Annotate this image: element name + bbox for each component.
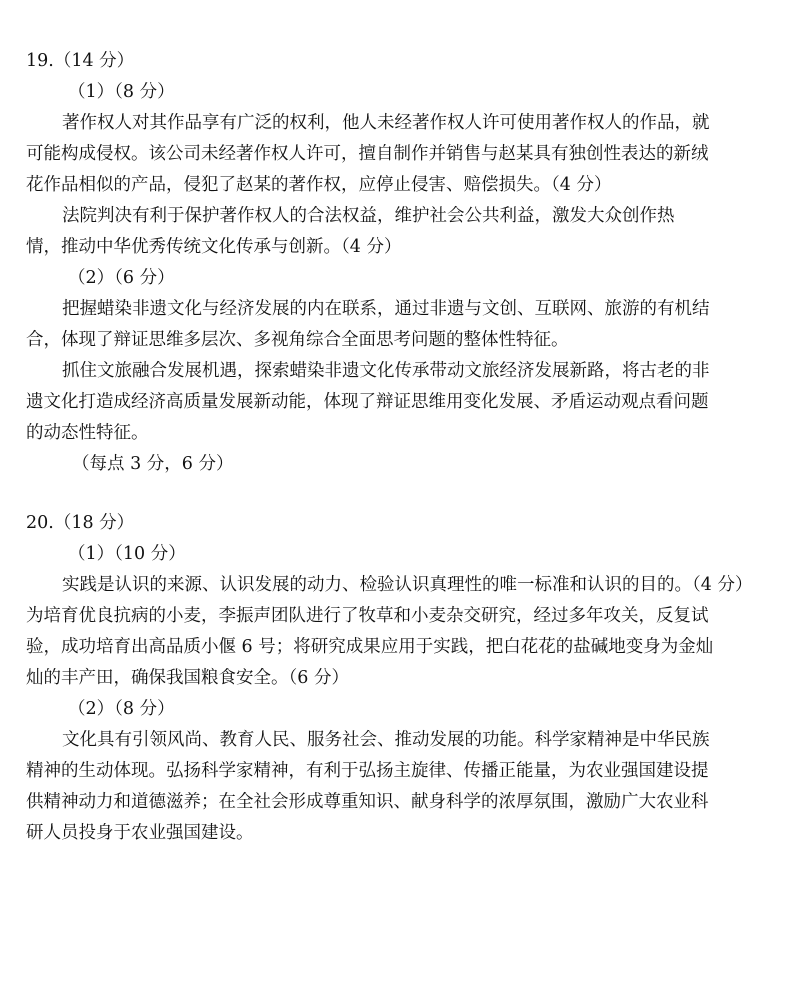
text-line: 法院判决有利于保护著作权人的合法权益，维护社会公共利益，激发大众创作热 — [62, 206, 675, 226]
section-spacer — [26, 480, 774, 508]
text-line: 的动态性特征。 — [26, 423, 149, 443]
question-19-title: 19.（14 分） — [26, 51, 135, 71]
text-line: 精神的生动体现。弘扬科学家精神，有利于弘扬主旋律、传播正能量，为农业强国建设提 — [26, 761, 709, 781]
text-line: 研人员投身于农业强国建设。 — [26, 823, 254, 843]
question-19-part-2-paragraph-1 — [26, 294, 774, 356]
text-line: 花作品相似的产品，侵犯了赵某的著作权，应停止侵害、赔偿损失。（4 分） — [26, 175, 612, 195]
text-line: 供精神动力和道德滋养；在全社会形成尊重知识、献身科学的浓厚氛围，激励广大农业科 — [26, 792, 709, 812]
text-line: 文化具有引领风尚、教育人民、服务社会、推动发展的功能。科学家精神是中华民族 — [62, 730, 710, 750]
question-19-part-1-paragraph-1 — [26, 108, 774, 201]
question-20-part-1-paragraph — [26, 570, 774, 694]
question-20-part-2-title: （2）（8 分） — [68, 699, 175, 719]
question-19-part-1-paragraph-2 — [26, 201, 774, 263]
question-19-scoring-note: （每点 3 分，6 分） — [72, 454, 234, 474]
text-line: 可能构成侵权。该公司未经著作权人许可，擅自制作并销售与赵某具有独创性表达的新绒 — [26, 144, 709, 164]
question-20-part-1-title: （1）（10 分） — [68, 544, 186, 564]
question-19-part-2-title: （2）（6 分） — [68, 268, 175, 288]
text-line: 遗文化打造成经济高质量发展新动能，体现了辩证思维用变化发展、矛盾运动观点看问题 — [26, 392, 709, 412]
text-line: 抓住文旅融合发展机遇，探索蜡染非遗文化传承带动文旅经济发展新路，将古老的非 — [62, 361, 710, 381]
text-line: 把握蜡染非遗文化与经济发展的内在联系，通过非遗与文创、互联网、旅游的有机结 — [62, 299, 710, 319]
question-20-part-2-paragraph — [26, 725, 774, 849]
text-line: 著作权人对其作品享有广泛的权利，他人未经著作权人许可使用著作权人的作品，就 — [62, 113, 710, 133]
question-19-part-1-title: （1）（8 分） — [68, 82, 175, 102]
question-19 — [26, 46, 774, 480]
question-20-title: 20.（18 分） — [26, 513, 135, 533]
text-line: 灿的丰产田，确保我国粮食安全。（6 分） — [26, 668, 349, 688]
text-line: 实践是认识的来源、认识发展的动力、检验认识真理性的唯一标准和认识的目的。（4 分） — [62, 575, 753, 595]
text-line: 合，体现了辩证思维多层次、多视角综合全面思考问题的整体性特征。 — [26, 330, 569, 350]
question-19-part-2-paragraph-2 — [26, 356, 774, 449]
text-line: 为培育优良抗病的小麦，李振声团队进行了牧草和小麦杂交研究，经过多年攻关，反复试 — [26, 606, 709, 626]
text-line: 验，成功培育出高品质小偃 6 号；将研究成果应用于实践，把白花花的盐碱地变身为金灿 — [26, 637, 714, 657]
question-20 — [26, 508, 774, 849]
text-line: 情，推动中华优秀传统文化传承与创新。（4 分） — [26, 237, 402, 257]
